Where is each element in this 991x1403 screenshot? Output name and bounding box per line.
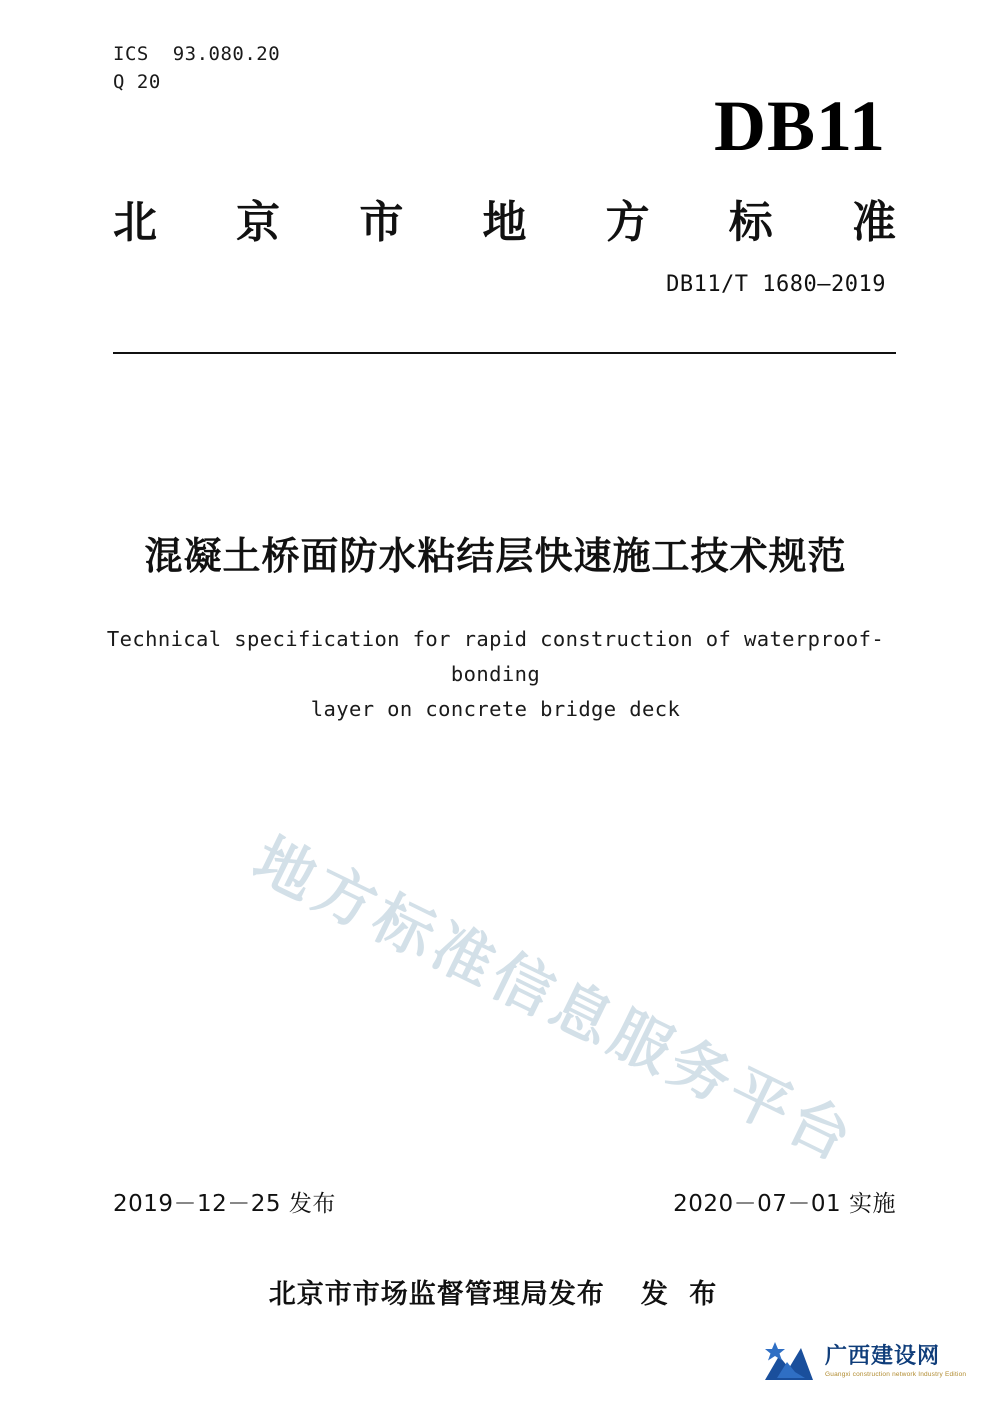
classification-codes xyxy=(113,40,280,96)
issue-date: 2019－12－25 发布 xyxy=(113,1191,336,1217)
effective-date: 2020－07－01 实施 xyxy=(673,1191,896,1217)
site-logo xyxy=(761,1333,979,1389)
watermark xyxy=(230,824,867,1177)
date-row xyxy=(113,1185,896,1218)
standard-mark-db11: DB11 xyxy=(713,86,886,166)
site-logo-text xyxy=(825,1344,966,1379)
standard-type-heading xyxy=(113,186,896,250)
standard-type-char: 京 xyxy=(236,197,281,248)
watermark-text: 地方标准信息服务平台 xyxy=(242,824,867,1177)
standard-type-char: 方 xyxy=(605,197,650,248)
category-code: Q 20 xyxy=(113,71,161,93)
ics-code: ICS 93.080.20 xyxy=(113,43,281,65)
document-title-english-line2: layer on concrete bridge deck xyxy=(310,697,681,721)
publisher-suffix: 发 布 xyxy=(640,1279,723,1310)
header-divider xyxy=(113,352,896,354)
publisher-name: 北京市市场监督管理局发布 xyxy=(268,1279,605,1310)
document-title-english-line1: Technical specification for rapid construction of waterproof-bonding xyxy=(106,627,885,686)
site-logo-name-en: Guangxi construction network Industry Edition xyxy=(825,1370,967,1378)
site-logo-name-cn: 广西建设网 xyxy=(825,1343,941,1369)
standard-number: DB11/T 1680—2019 xyxy=(666,272,886,297)
document-title-english xyxy=(90,622,901,727)
publisher-line xyxy=(0,1272,991,1311)
standard-type-char: 北 xyxy=(113,197,157,248)
standard-type-char: 准 xyxy=(851,197,896,248)
standard-type-char: 市 xyxy=(359,197,404,248)
star-mountain-icon xyxy=(761,1336,817,1386)
document-title-chinese: 混凝土桥面防水粘结层快速施工技术规范 xyxy=(144,534,847,578)
standard-type-char: 标 xyxy=(728,197,773,248)
standard-type-char: 地 xyxy=(482,197,527,248)
